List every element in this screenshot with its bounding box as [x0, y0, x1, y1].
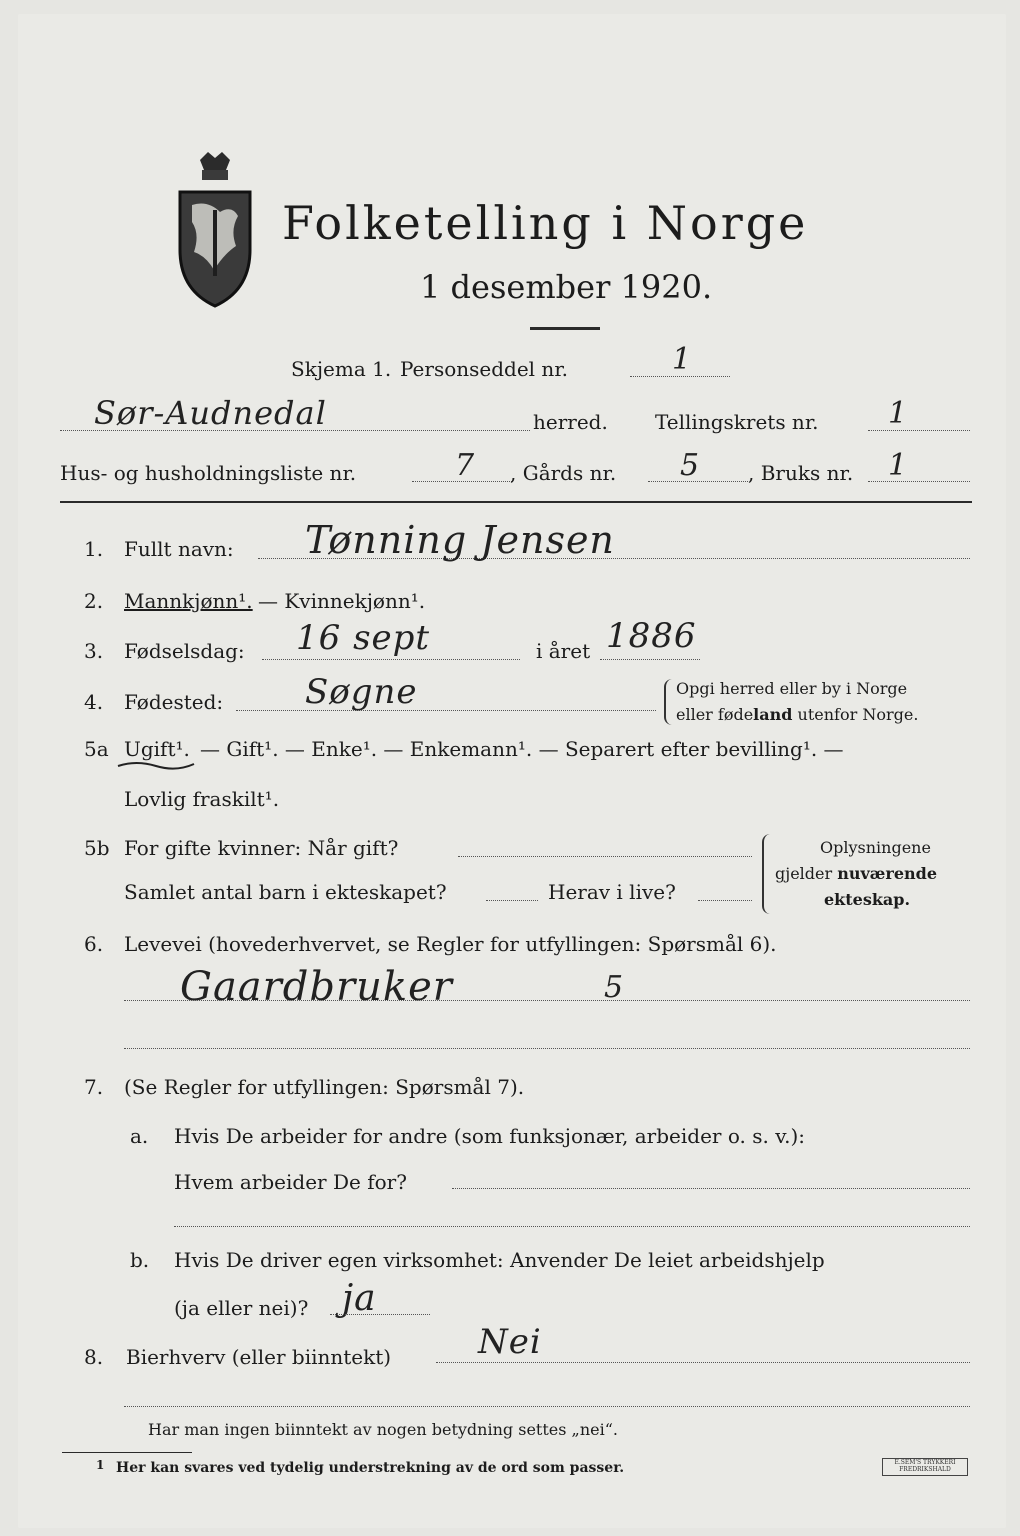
q8-number: 8. [84, 1345, 104, 1369]
q7a-letter: a. [130, 1124, 149, 1148]
q3-value[interactable]: 16 sept [296, 618, 431, 658]
hus-label: Hus- og husholdningsliste nr. [60, 461, 357, 485]
q7a-sub-label: Hvem arbeider De for? [174, 1170, 407, 1194]
q5b-brace [762, 834, 772, 914]
herred-label: herred. [533, 410, 608, 434]
personseddel-value[interactable]: 1 [672, 342, 693, 377]
q5b-married-label: For gifte kvinner: Når gift? [124, 836, 399, 860]
tellingskrets-value[interactable]: 1 [888, 396, 909, 431]
q8-label: Bierhverv (eller biinntekt) [126, 1345, 392, 1369]
q5b-married-line [458, 856, 752, 857]
q3-label: Fødselsdag: [124, 639, 245, 663]
q5a-line2[interactable]: Lovlig fraskilt¹. [124, 787, 280, 811]
q2-male-option[interactable]: Mannkjønn¹. [124, 589, 253, 613]
q6-line2 [124, 1048, 970, 1049]
q3-year-line [600, 659, 700, 660]
header-divider [60, 501, 972, 503]
q3-number: 3. [84, 639, 104, 663]
q4-label: Fødested: [124, 690, 224, 714]
q7-number: 7. [84, 1075, 104, 1099]
title-divider [530, 327, 600, 330]
q6-label: Levevei (hovederhvervet, se Regler for utfyllingen: Spørsmål 6). [124, 932, 777, 956]
footnote-divider [62, 1452, 192, 1453]
form-title: Folketelling i Norge [282, 196, 809, 250]
q4-line [236, 710, 656, 711]
q5a-ugift-option[interactable]: Ugift¹. [124, 737, 190, 761]
q4-note-line2: eller fødeland utenfor Norge. [676, 705, 919, 724]
footnote-text: Her kan svares ved tydelig understrekning av de ord som passer. [116, 1460, 625, 1476]
q5a-number: 5a [84, 737, 109, 761]
q7b-letter: b. [130, 1248, 150, 1272]
coat-of-arms-icon [170, 150, 260, 310]
q1-number: 1. [84, 537, 104, 561]
ugift-underline-mark [116, 758, 196, 772]
q5b-note-line3: ekteskap. [824, 890, 911, 909]
q5b-alive-line [698, 900, 752, 901]
q7b-line [330, 1314, 430, 1315]
q6-line1 [124, 1000, 970, 1001]
q7-label: (Se Regler for utfyllingen: Spørsmål 7). [124, 1075, 525, 1099]
tellingskrets-label: Tellingskrets nr. [655, 410, 819, 434]
q3-year-value[interactable]: 1886 [606, 616, 697, 656]
q8-line1 [436, 1362, 970, 1363]
q5b-children-line [486, 900, 538, 901]
personseddel-label: Personseddel nr. [400, 357, 569, 381]
footnote-mark: 1 [96, 1458, 105, 1472]
q2-female-option[interactable]: — Kvinnekjønn¹. [258, 589, 426, 613]
schema-label: Skjema 1. [291, 357, 392, 381]
q7b-sub-label: (ja eller nei)? [174, 1296, 309, 1320]
tellingskrets-line [868, 430, 970, 431]
q7b-value[interactable]: ja [342, 1278, 377, 1319]
q5b-alive-label: Herav i live? [548, 880, 676, 904]
q4-note-line1: Opgi herred eller by i Norge [676, 679, 908, 698]
q1-value[interactable]: Tønning Jensen [305, 518, 615, 562]
q6-value[interactable]: Gaardbruker [180, 964, 453, 1010]
bruks-label: , Bruks nr. [748, 461, 854, 485]
q4-brace [664, 679, 674, 725]
q7a-line2 [174, 1226, 970, 1227]
gaards-label: , Gårds nr. [510, 461, 617, 485]
herred-value[interactable]: Sør-Audnedal [94, 394, 327, 432]
q1-label: Fullt navn: [124, 537, 234, 561]
form-date: 1 desember 1920. [420, 268, 713, 306]
q6-value-suffix[interactable]: 5 [604, 970, 625, 1005]
gaards-value[interactable]: 5 [680, 448, 701, 483]
q5b-note-line1: Oplysningene [820, 838, 931, 857]
q3-year-label: i året [536, 639, 591, 663]
q6-number: 6. [84, 932, 104, 956]
bruks-line [868, 481, 970, 482]
q7a-label: Hvis De arbeider for andre (som funksjonær, arbeider o. s. v.): [174, 1124, 806, 1148]
q2-number: 2. [84, 589, 104, 613]
q4-number: 4. [84, 690, 104, 714]
q8-line2 [124, 1406, 970, 1407]
q7a-line1 [452, 1188, 970, 1189]
q7b-label: Hvis De driver egen virksomhet: Anvender De leiet arbeidshjelp [174, 1248, 825, 1272]
footer-note: Har man ingen biinntekt av nogen betydning settes „nei“. [148, 1420, 618, 1439]
q8-value[interactable]: Nei [478, 1322, 542, 1362]
printer-stamp: E.SEM'S TRYKKERI FREDRIKSHALD [882, 1458, 968, 1476]
q5b-note-line2: gjelder nuværende [775, 864, 938, 883]
q3-line [262, 659, 520, 660]
hus-value[interactable]: 7 [455, 448, 476, 483]
bruks-value[interactable]: 1 [888, 448, 909, 483]
q5a-other-options[interactable]: — Gift¹. — Enke¹. — Enkemann¹. — Separert efter bevilling¹. — [200, 737, 844, 761]
q4-value[interactable]: Søgne [305, 672, 418, 712]
q5b-children-label: Samlet antal barn i ekteskapet? [124, 880, 447, 904]
q5b-number: 5b [84, 836, 110, 860]
